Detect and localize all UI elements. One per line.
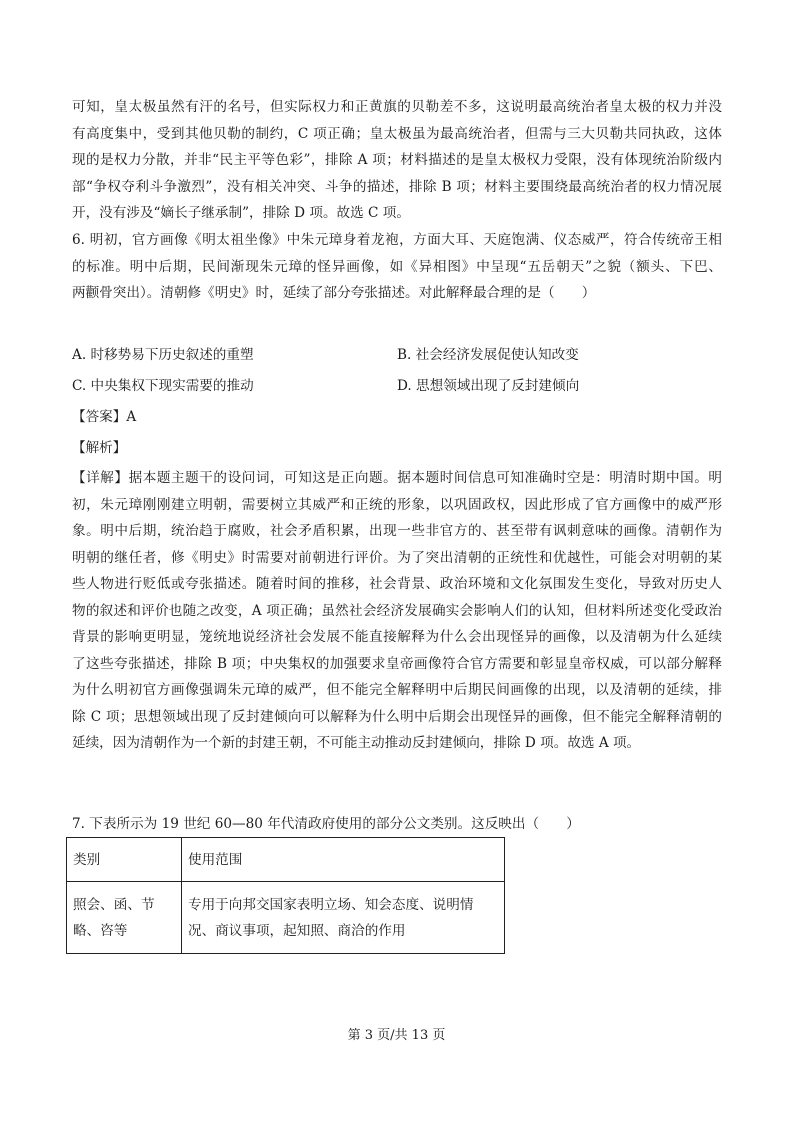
question-7-stem: 7. 下表所示为 19 世纪 60—80 年代清政府使用的部分公文类别。这反映出（ ） bbox=[72, 816, 580, 832]
page-footer: 第 3 页/共 13 页 bbox=[347, 1028, 446, 1043]
text-line: 背景的影响更明显，笼统地说经济社会发展不能直接解释为什么会出现怪异的画像，以及清朝为什么延续 bbox=[72, 629, 722, 645]
table-row bbox=[67, 882, 505, 954]
table-cell: 照会、函、节略、咨等 bbox=[67, 882, 182, 954]
text-line: 【详解】据本题主题干的设问词，可知这是正向题。据本题时间信息可知准确时空是：明清时期中国。明 bbox=[72, 470, 722, 486]
text-line: 除 C 项；思想领域出现了反封建倾向可以解释为什么明中后期会出现怪异的画像，但不能完全解释清朝的 bbox=[72, 708, 722, 725]
text-line: 些人物进行贬低或夸张描述。随着时间的推移，社会背景、政治环境和文化氛围发生变化，导致对历史人 bbox=[72, 576, 722, 592]
text-line: 6. 明初，官方画像《明太祖坐像》中朱元璋身着龙袍，方面大耳、天庭饱满、仪态威严，符合传统帝王相 bbox=[72, 232, 722, 248]
table-header-row bbox=[67, 838, 505, 882]
options-row-2 bbox=[72, 373, 722, 399]
question-6-stem bbox=[72, 227, 722, 307]
text-line: 物的叙述和评价也随之改变，A 项正确；虽然社会经济发展确实会影响人们的认知，但材料所述变化受政治 bbox=[72, 602, 722, 619]
text-line: 象。明中后期，统治趋于腐败，社会矛盾积累，出现一些非官方的、甚至带有讽刺意味的画像。清朝作为 bbox=[72, 523, 722, 539]
text-line: 初，朱元璋刚刚建立明朝，需要树立其威严和正统的形象，以巩固政权，因此形成了官方画像中的威严形 bbox=[72, 496, 722, 513]
text-line: 的标准。明中后期，民间渐现朱元璋的怪异画像，如《异相图》中呈现“五岳朝天”之貌（额头、下巴、 bbox=[72, 258, 722, 275]
options-row-1 bbox=[72, 342, 722, 368]
option-b: B. 社会经济发展促使认知改变 bbox=[397, 347, 579, 363]
text-line: 两颧骨突出）。清朝修《明史》时，延续了部分夸张描述。对此解释最合理的是（ ） bbox=[72, 285, 596, 301]
text-line: 可知，皇太极虽然有汗的名号，但实际权力和正黄旗的贝勒差不多，这说明最高统治者皇太极的权力并没 bbox=[72, 99, 722, 115]
option-c: C. 中央集权下现实需要的推动 bbox=[72, 378, 254, 394]
analysis-label: 【解析】 bbox=[72, 440, 127, 456]
table-cell: 专用于向邦交国家表明立场、知会态度、说明情况、商议事项，起知照、商洽的作用 bbox=[182, 882, 505, 954]
text-line: 明朝的继任者，修《明史》时需要对前朝进行评价。为了突出清朝的正统性和优越性，可能会对明朝的某 bbox=[72, 549, 722, 566]
table-header-cell: 使用范围 bbox=[182, 838, 505, 882]
question-6-detail bbox=[72, 465, 722, 757]
answer-label: 【答案】A bbox=[72, 409, 137, 425]
text-line: 延续，因为清朝作为一个新的封建王朝，不可能主动推动反封建倾向，排除 D 项。故选 A 项。 bbox=[72, 735, 641, 751]
text-line: 有高度集中，受到其他贝勒的制约，C 项正确；皇太极虽为最高统治者，但需与三大贝勒共同执政，这体 bbox=[72, 125, 722, 142]
option-d: D. 思想领域出现了反封建倾向 bbox=[397, 378, 580, 394]
text-line: 了这些夸张描述，排除 B 项；中央集权的加强要求皇帝画像符合官方需要和彰显皇帝权威，可以部分解释 bbox=[72, 655, 722, 672]
document-types-table bbox=[66, 837, 505, 954]
text-line: 为什么明初官方画像强调朱元璋的威严，但不能完全解释明中后期民间画像的出现，以及清朝的延续，排 bbox=[72, 682, 722, 698]
text-line: 现的是权力分散，并非“民主平等色彩”，排除 A 项；材料描述的是皇太极权力受限，没有体现统治阶级内 bbox=[72, 152, 722, 168]
text-line: 部“争权夺利斗争激烈”，没有相关冲突、斗争的描述，排除 B 项；材料主要围绕最高统治者的权力情况展 bbox=[72, 178, 722, 195]
table-header-cell: 类别 bbox=[67, 838, 182, 882]
text-line: 开，没有涉及“嫡长子继承制”，排除 D 项。故选 C 项。 bbox=[72, 205, 410, 221]
option-a: A. 时移势易下历史叙述的重塑 bbox=[72, 347, 254, 363]
prev-explanation bbox=[72, 94, 722, 227]
